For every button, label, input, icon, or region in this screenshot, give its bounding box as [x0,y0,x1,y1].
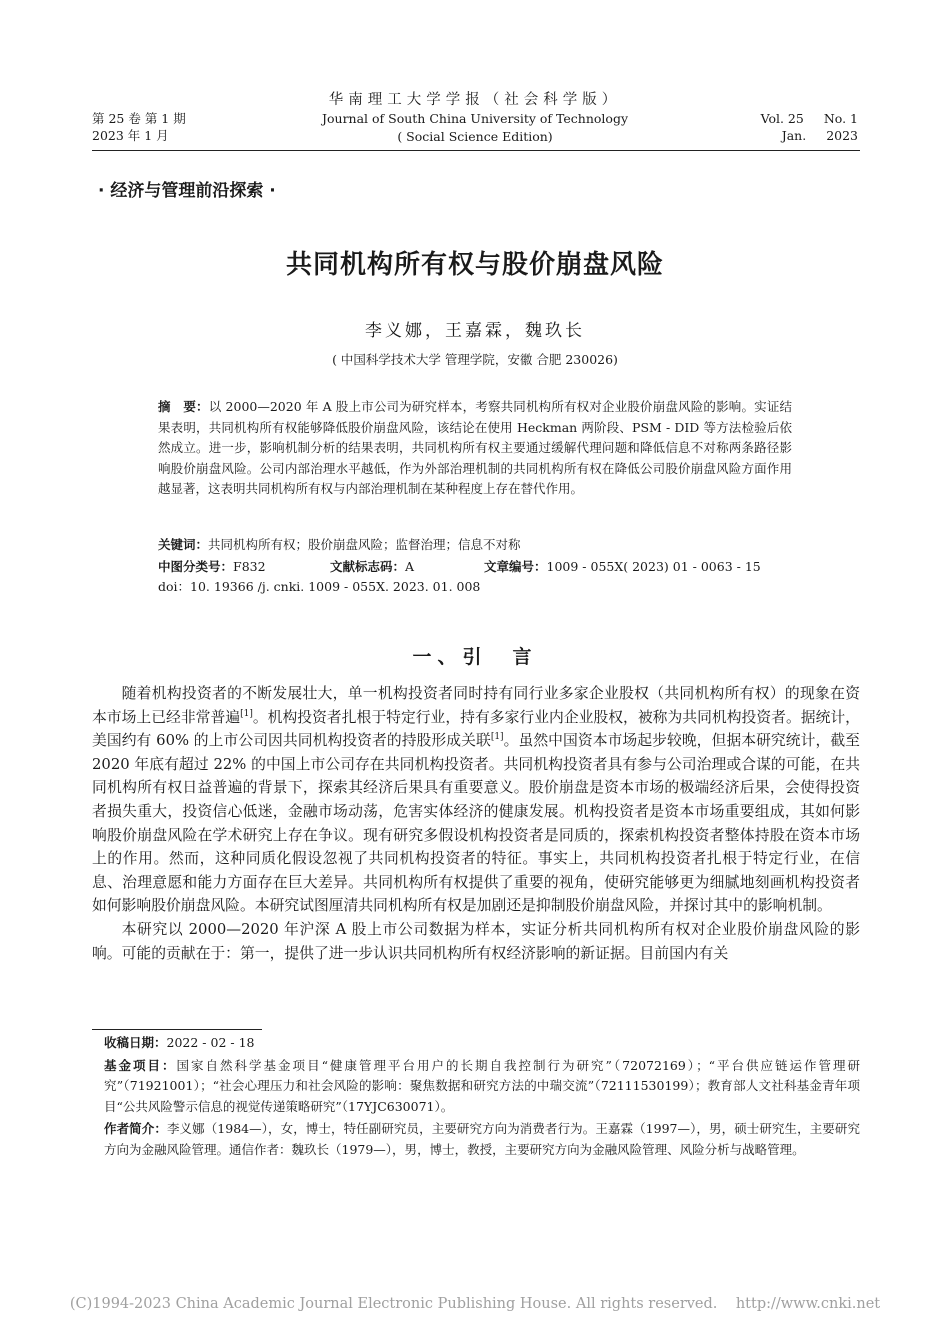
journal-title-en: Journal of South China University of Technology [321,111,629,126]
article-number: 文章编号：1009 - 055X( 2023) 01 - 0063 - 15 [484,559,761,574]
issue-number: 第 25 卷 第 1 期 [92,111,186,126]
header-divider [92,150,860,151]
footnote-divider [92,1029,262,1030]
abstract [158,397,792,500]
month: Jan. [781,128,807,143]
section-label: · 经济与管理前沿探索 · [98,181,276,201]
citation-ref: [1] [490,732,504,743]
issue-date: 2023 年 1 月 [92,128,169,143]
keywords [158,535,792,556]
clc-code: 中图分类号：F832 [158,559,266,574]
classification-block [158,557,798,597]
author-affiliation: ( 中国科学技术大学 管理学院，安徽 合肥 230026) [332,352,618,367]
copyright-notice: (C)1994-2023 China Academic Journal Electronic Publishing House. All rights reserved. http://www.cnki.net [69,1296,881,1312]
footnote-received: 收稿日期：2022 - 02 - 18 [104,1035,255,1050]
volume: Vol. 25 [760,111,804,126]
body-text [92,682,860,965]
keywords-text: 共同机构所有权；股价崩盘风险；监督治理；信息不对称 [208,537,521,552]
journal-title-cn: 华南理工大学学报（社会科学版） [328,92,622,108]
paper-authors: 李义娜，王嘉霖，魏玖长 [365,321,585,341]
abstract-label: 摘 要： [158,399,209,414]
paragraph: 随着机构投资者的不断发展壮大，单一机构投资者同时持有同行业多家企业股权（共同机构所有权）的现象在资本市场上已经非常普遍[1]。机构投资者扎根于特定行业，持有多家行业内企业股权，被称为共同机构投资者。据统计，美国约有 60% 的上市公司因共同机构投资者的持股形成关联[1]。虽然中国资本市场起步较晚，但据本研究统计，截至 2020 年底有超过 22% 的中国上市公司存在共同机构投资者。共同机构投资者具有参与公司治理或合谋的可能，在共同机构所有权日益普遍的背景下，探索其经济后果具有重要意义。股价崩盘是资本市场的极端经济后果，会使得投资者损失重大，投资信心低迷，金融市场动荡，危害实体经济的健康发展。机构投资者是资本市场重要组成，其如何影响股价崩盘风险在学术研究上存在争议。现有研究多假设机构投资者是同质的，探索机构投资者整体持股在资本市场上的作用。然而，这种同质化假设忽视了共同机构投资者的特征。事实上，共同机构投资者扎根于特定行业，在信息、治理意愿和能力方面存在巨大差异。共同机构所有权提供了重要的视角，使研究能够更为细腻地刻画机构投资者如何影响股价崩盘风险。本研究试图厘清共同机构所有权是加剧还是抑制股价崩盘风险，并探讨其中的影响机制。 [92,685,860,915]
citation-ref: [1] [240,708,253,719]
footnote-funding: 基金项目：国家自然科学基金项目“健康管理平台用户的长期自我控制行为研究”（72072169）；“平台供应链运作管理研究”（71921001）；“社会心理压力和社会风险的影响：聚焦数据和研究方法的中瑞交流”（72111530199）；教育部人文社科基金青年项目“公共风险警示信息的视觉传递策略研究”（17YJC630071）。 [104,1057,860,1114]
journal-edition-en: ( Social Science Edition) [397,129,553,144]
document-code: 文献标志码：A [330,559,415,574]
year: 2023 [826,128,858,143]
footnote-author-bio: 作者简介：李义娜（1984—），女，博士，特任副研究员，主要研究方向为消费者行为。王嘉霖（1997—），男，硕士研究生，主要研究方向为金融风险管理。通信作者：魏玖长（1979—），男，博士，教授，主要研究方向为金融风险管理、风险分析与战略管理。 [104,1121,860,1157]
doi-row [158,577,798,597]
classification-row [158,557,798,577]
paragraph: 本研究以 2000—2020 年沪深 A 股上市公司数据为样本，实证分析共同机构所有权对企业股价崩盘风险的影响。可能的贡献在于：第一，提供了进一步认识共同机构所有权经济影响的新证据。目前国内有关 [92,920,860,962]
paper-title: 共同机构所有权与股价崩盘风险 [285,250,664,280]
header-volume-info [761,110,858,144]
doi: doi：10. 19366 /j. cnki. 1009 - 055X. 2023. 01. 008 [158,579,481,594]
abstract-text: 以 2000—2020 年 A 股上市公司为研究样本，考察共同机构所有权对企业股价崩盘风险的影响。实证结果表明，共同机构所有权能够降低股价崩盘风险，该结论在使用 Heckman 两阶段、PSM - DID 等方法检验后依然成立。进一步，影响机制分析的结果表明，共同机构所有权主要通过缓解代理问题和降低信息不对称两条路径影响股价崩盘风险。公司内部治理水平越低，作为外部治理机制的共同机构所有权在降低公司股价崩盘风险方面作用越显著，这表明共同机构所有权与内部治理机制在某种程度上存在替代作用。 [158,399,792,496]
footnotes [104,1033,860,1162]
section-heading-introduction: 一、引 言 [412,646,538,668]
keywords-label: 关键词： [158,537,209,552]
number: No. 1 [823,111,858,126]
